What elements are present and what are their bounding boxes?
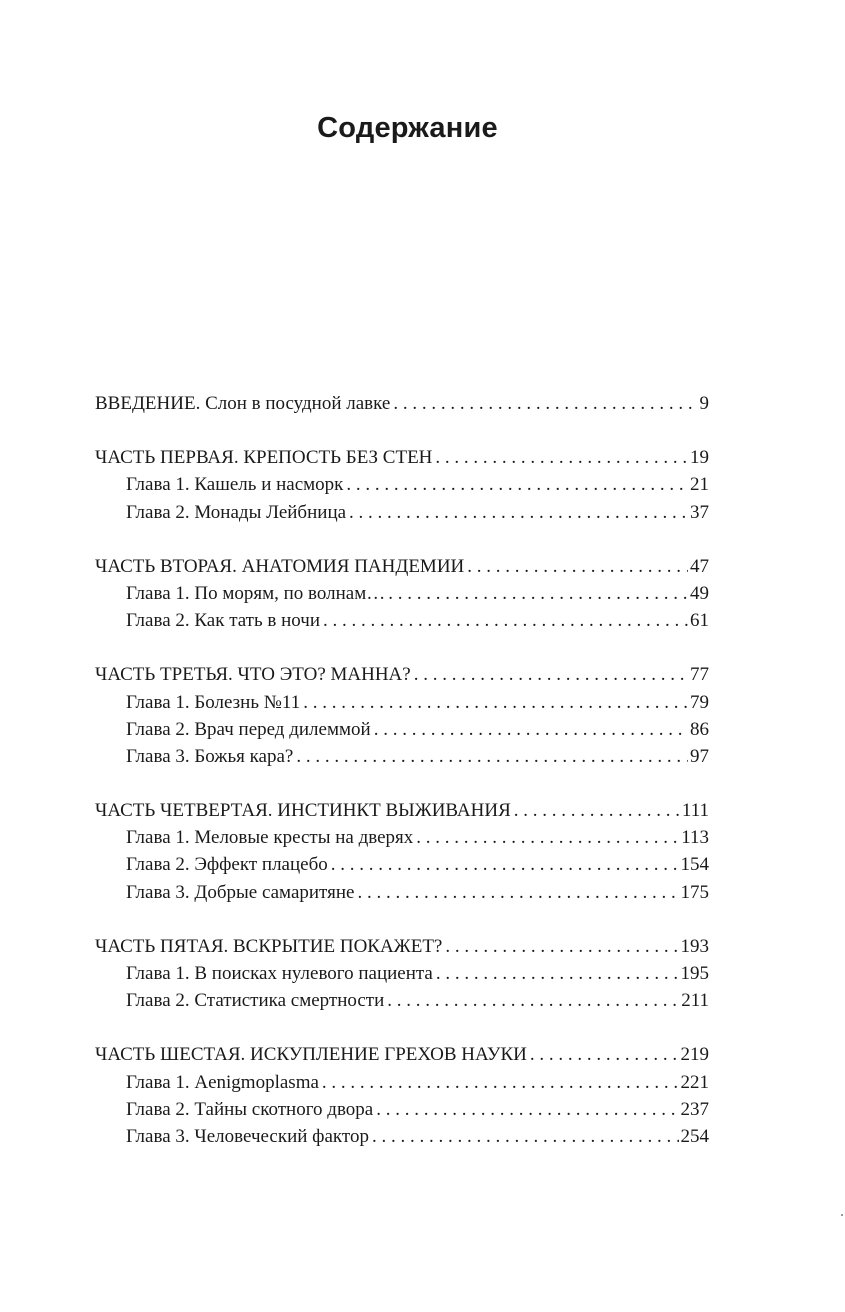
- dot-leader: [346, 471, 688, 498]
- chapter-title: Глава 1. Меловые кресты на дверях: [126, 827, 414, 849]
- toc-chapter-entry[interactable]: [95, 607, 709, 634]
- part-title: ЧАСТЬ ТРЕТЬЯ. ЧТО ЭТО? МАННА?: [95, 664, 411, 686]
- dot-leader: [467, 553, 688, 580]
- dot-leader: [372, 1123, 679, 1150]
- page-number: 97: [690, 745, 709, 767]
- dot-leader: [296, 743, 688, 770]
- dot-leader: [387, 987, 679, 1014]
- toc-part-entry[interactable]: [95, 661, 709, 688]
- toc-section: [95, 390, 709, 417]
- toc-chapter-entry[interactable]: [95, 960, 709, 987]
- toc-chapter-entry[interactable]: [95, 879, 709, 906]
- page-number: 79: [690, 691, 709, 713]
- toc-section: [95, 553, 709, 635]
- page-number: 77: [690, 664, 709, 686]
- dot-leader: [376, 1096, 678, 1123]
- chapter-title: Глава 1. Aenigmoplasma: [126, 1071, 319, 1093]
- toc-chapter-entry[interactable]: [95, 824, 709, 851]
- page-number: 19: [690, 447, 709, 469]
- toc-part-entry[interactable]: [95, 390, 709, 417]
- toc-section: [95, 1041, 709, 1150]
- toc-section: [95, 444, 709, 526]
- dot-leader: [349, 499, 688, 526]
- page-number: 86: [690, 718, 709, 740]
- part-title: ЧАСТЬ ВТОРАЯ. АНАТОМИЯ ПАНДЕМИИ: [95, 555, 465, 577]
- toc-part-entry[interactable]: [95, 553, 709, 580]
- toc-chapter-entry[interactable]: [95, 743, 709, 770]
- part-title: ЧАСТЬ ПЯТАЯ. ВСКРЫТИЕ ПОКАЖЕТ?: [95, 935, 443, 957]
- toc-chapter-entry[interactable]: [95, 1069, 709, 1096]
- toc-section: [95, 661, 709, 770]
- dot-leader: [436, 960, 679, 987]
- chapter-title: Глава 3. Добрые самаритяне: [126, 881, 355, 903]
- part-title: ЧАСТЬ ЧЕТВЕРТАЯ. ИНСТИНКТ ВЫЖИВАНИЯ: [95, 800, 511, 822]
- toc-part-entry[interactable]: [95, 444, 709, 471]
- page-number: 221: [680, 1071, 709, 1093]
- chapter-title: Глава 1. В поисках нулевого пациента: [126, 963, 433, 984]
- page-number: 237: [680, 1098, 709, 1120]
- chapter-title: Глава 2. Эффект плацебо: [126, 854, 328, 876]
- page-number: 9: [699, 393, 709, 414]
- toc-chapter-entry[interactable]: [95, 471, 709, 498]
- chapter-title: Глава 1. Болезнь №11: [126, 691, 301, 713]
- page-number: 219: [680, 1044, 709, 1066]
- dot-leader: [514, 797, 680, 824]
- toc-chapter-entry[interactable]: [95, 716, 709, 743]
- page-number: 37: [690, 501, 709, 523]
- page-number: 47: [690, 555, 709, 577]
- toc-chapter-entry[interactable]: [95, 1123, 709, 1150]
- chapter-title: Глава 2. Как тать в ночи: [126, 610, 321, 632]
- dot-leader: [303, 689, 688, 716]
- toc-part-entry[interactable]: [95, 933, 709, 960]
- dot-leader: [435, 444, 688, 471]
- dot-leader: [357, 879, 678, 906]
- page-number: 154: [680, 854, 709, 876]
- toc-chapter-entry[interactable]: [95, 851, 709, 878]
- chapter-title: Глава 3. Человеческий фактор: [126, 1125, 369, 1147]
- dot-leader: [322, 1069, 679, 1096]
- toc-section: [95, 797, 709, 906]
- chapter-title: Глава 2. Монады Лейбница: [126, 501, 347, 523]
- part-title: ВВЕДЕНИЕ. Слон в посудной лавке: [95, 393, 391, 414]
- part-title: ЧАСТЬ ПЕРВАЯ. КРЕПОСТЬ БЕЗ СТЕН: [95, 447, 433, 469]
- toc-chapter-entry[interactable]: [95, 499, 709, 526]
- dot-leader: [445, 933, 678, 960]
- dot-leader: [323, 607, 688, 634]
- page-number: 195: [680, 963, 709, 984]
- toc-section: [95, 933, 709, 1015]
- dot-leader: [331, 851, 679, 878]
- page-number: 193: [680, 935, 709, 957]
- chapter-title: Глава 1. По морям, по волнам…: [126, 582, 386, 604]
- page-number: 211: [681, 990, 709, 1012]
- dot-leader: [414, 661, 688, 688]
- corner-mark: [841, 1214, 843, 1216]
- toc-chapter-entry[interactable]: [95, 689, 709, 716]
- chapter-title: Глава 3. Божья кара?: [126, 745, 294, 767]
- dot-leader: [416, 824, 679, 851]
- table-of-contents: [95, 390, 709, 1177]
- part-title: ЧАСТЬ ШЕСТАЯ. ИСКУПЛЕНИЕ ГРЕХОВ НАУКИ: [95, 1044, 527, 1066]
- toc-chapter-entry[interactable]: [95, 1096, 709, 1123]
- page-title: Содержание: [317, 112, 498, 144]
- dot-leader: [393, 390, 697, 417]
- chapter-title: Глава 1. Кашель и насморк: [126, 474, 344, 496]
- chapter-title: Глава 2. Статистика смертности: [126, 990, 385, 1012]
- chapter-title: Глава 2. Тайны скотного двора: [126, 1098, 374, 1120]
- page-number: 113: [681, 827, 709, 849]
- dot-leader: [530, 1041, 679, 1068]
- page-number: 175: [680, 881, 709, 903]
- chapter-title: Глава 2. Врач перед дилеммой: [126, 718, 371, 740]
- page-number: 61: [690, 610, 709, 632]
- page-number: 254: [680, 1125, 709, 1147]
- dot-leader: [388, 580, 688, 607]
- toc-chapter-entry[interactable]: [95, 987, 709, 1014]
- toc-part-entry[interactable]: [95, 1041, 709, 1068]
- dot-leader: [374, 716, 688, 743]
- toc-chapter-entry[interactable]: [95, 580, 709, 607]
- page-number: 111: [681, 800, 709, 822]
- page-number: 49: [690, 582, 709, 604]
- page-number: 21: [690, 474, 709, 496]
- toc-part-entry[interactable]: [95, 797, 709, 824]
